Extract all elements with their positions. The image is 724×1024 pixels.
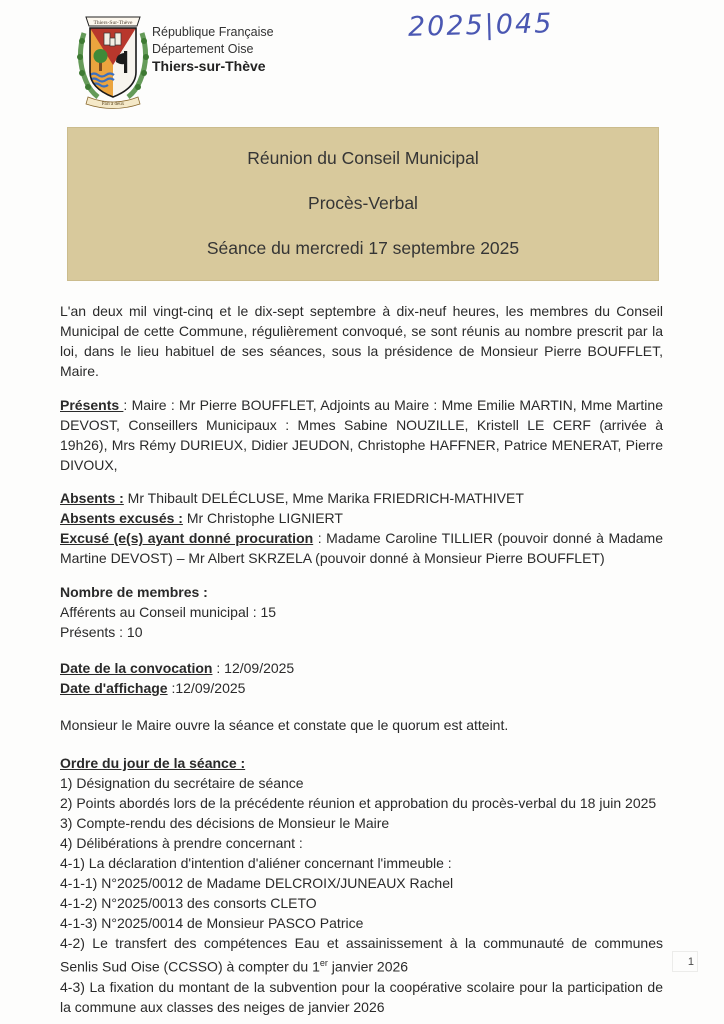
commune-coat-of-arms bbox=[74, 13, 152, 114]
members-count-block bbox=[60, 582, 663, 642]
members-count-heading: Nombre de membres : bbox=[60, 584, 208, 600]
agenda-item: 4-1-3) N°2025/0014 de Monsieur PASCO Patrice bbox=[60, 915, 364, 931]
procuration-text: : Madame Caroline TILLIER (pouvoir donné à Madame Martine DEVOST) – Mr Albert SKRZELA (pouvoir donné à Monsieur Pierre BOUFFLET) bbox=[60, 530, 663, 566]
agenda-item: 4-2) Le transfert des compétences Eau et assainissement à la communauté de communes Senlis Sud Oise (CCSSO) à compter du 1er janvier 2026 bbox=[60, 935, 663, 975]
agenda-item: 4-1-1) N°2025/0012 de Madame DELCROIX/JUNEAUX Rachel bbox=[60, 875, 454, 891]
session-date-title: Séance du mercredi 17 septembre 2025 bbox=[206, 238, 520, 258]
procuration-line bbox=[60, 528, 663, 568]
agenda-item: 2) Points abordés lors de la précédente réunion et approbation du procès-verbal du 18 juin 2025 bbox=[60, 795, 657, 811]
quorum-statement: Monsieur le Maire ouvre la séance et constate que le quorum est atteint. bbox=[60, 717, 509, 733]
presents-label: Présents bbox=[60, 397, 124, 413]
members-afferents-line: Afférents au Conseil municipal : 15 bbox=[60, 604, 277, 620]
convocation-date-label: Date de la convocation bbox=[60, 660, 213, 676]
presents-paragraph bbox=[60, 395, 663, 475]
issuer-block bbox=[152, 24, 274, 75]
departement-line: Département Oise bbox=[152, 42, 254, 56]
document-subtitle: Procès-Verbal bbox=[308, 193, 418, 213]
agenda-item: 3) Compte-rendu des décisions de Monsieur le Maire bbox=[60, 815, 390, 831]
convocation-date-line bbox=[60, 658, 663, 678]
agenda-item: 1) Désignation du secrétaire de séance bbox=[60, 775, 304, 791]
page-number-value: 1 bbox=[687, 955, 694, 968]
procuration-label: Excusé (e(s) ayant donné procuration bbox=[60, 530, 314, 546]
page-number bbox=[672, 951, 698, 972]
absents-label: Absents : bbox=[60, 490, 124, 506]
display-date-value: :12/09/2025 bbox=[167, 680, 246, 696]
republique-line: République Française bbox=[152, 25, 274, 39]
agenda-item: 4-1-2) N°2025/0013 des consorts CLETO bbox=[60, 895, 317, 911]
presents-text: : Maire : Mr Pierre BOUFFLET, Adjoints au Maire : Mme Emilie MARTIN, Mme Martine DEVOST, Conseillers Municipaux : Mmes Sabine NOUZILLE, Kristell LE CERF (arrivée à 19h26), Mrs Rémy DURIEUX, Didier JEUDON, Christophe HAFFNER, Patrice MENERAT, Pierre DIVOUX, bbox=[60, 397, 663, 473]
absents-excuses-line bbox=[60, 508, 663, 528]
absents-excuses-label: Absents excusés : bbox=[60, 510, 183, 526]
agenda-item: 4-1) La déclaration d'intention d'aliéner concernant l'immeuble : bbox=[60, 855, 452, 871]
svg-text:Pari à deux: Pari à deux bbox=[101, 102, 125, 107]
absents-excuses-text: Mr Christophe LIGNIERT bbox=[182, 510, 343, 526]
document-title: Réunion du Conseil Municipal bbox=[247, 148, 479, 168]
agenda-item: 4) Délibérations à prendre concernant : bbox=[60, 835, 303, 851]
members-presents-line: Présents : 10 bbox=[60, 624, 143, 640]
absents-line bbox=[60, 488, 663, 508]
convocation-date-value: : 12/09/2025 bbox=[212, 660, 295, 676]
commune-name: Thiers-sur-Thève bbox=[152, 58, 266, 74]
svg-text:Thiers-Sur-Thève: Thiers-Sur-Thève bbox=[93, 20, 133, 26]
agenda-items bbox=[60, 773, 663, 1017]
absents-text: Mr Thibault DELÉCLUSE, Mme Marika FRIEDRICH-MATHIVET bbox=[123, 490, 524, 506]
coat-of-arms-icon bbox=[74, 13, 152, 109]
absence-block bbox=[60, 488, 663, 568]
title-box bbox=[67, 127, 659, 281]
document-header bbox=[60, 0, 663, 127]
document-content bbox=[60, 0, 663, 1017]
display-date-label: Date d'affichage bbox=[60, 680, 168, 696]
agenda-item: 4-3) La fixation du montant de la subvention pour la coopérative scolaire pour la participation de la commune aux classes des neiges de janvier 2026 bbox=[60, 978, 663, 1015]
handwritten-reference-number: 2025|045 bbox=[407, 8, 554, 43]
agenda-heading: Ordre du jour de la séance : bbox=[60, 755, 246, 771]
display-date-line bbox=[60, 678, 663, 698]
dates-block bbox=[60, 658, 663, 698]
agenda-section bbox=[60, 753, 663, 1017]
intro-paragraph: L'an deux mil vingt-cinq et le dix-sept septembre à dix-neuf heures, les membres du Conseil Municipal de cette Commune, régulièrement convoqué, se sont réunis au nombre prescrit par la loi, dans le lieu habituel de ses séances, sous la présidence de Monsieur Pierre BOUFFLET, Maire. bbox=[60, 303, 663, 379]
